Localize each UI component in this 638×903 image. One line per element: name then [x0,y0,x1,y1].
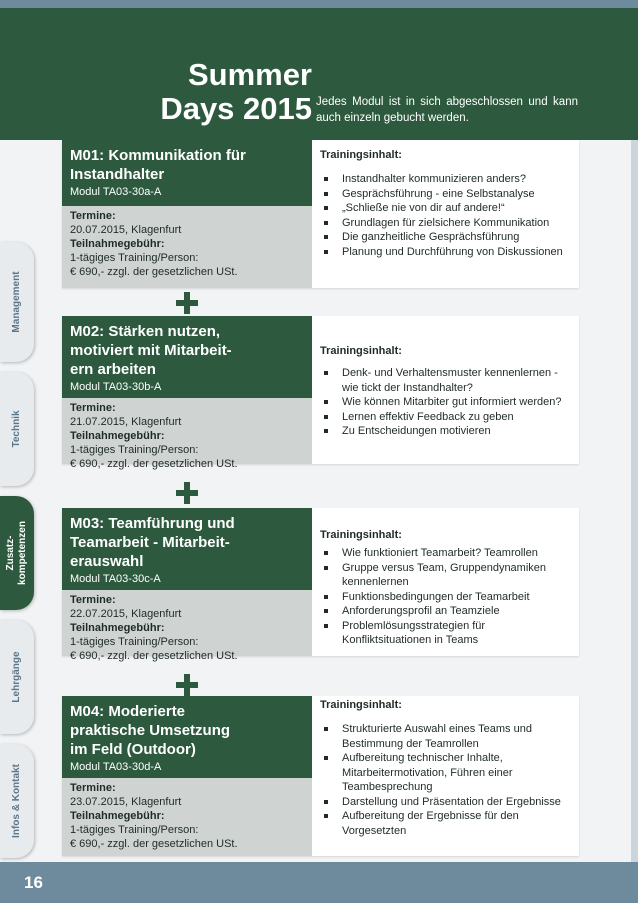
list-item: Gesprächsführung - eine Selbstanalyse [320,187,577,202]
price-text: € 690,- zzgl. der gesetzlichen USt. [70,458,238,470]
list-item: Wie funktioniert Teamarbeit? Teamrollen [320,546,577,561]
tab-label: Technik [11,410,22,448]
tab-label: Lehrgänge [11,651,22,703]
trainingsinhalt-label: Trainingsinhalt: [320,699,402,711]
tab-infos-kontakt[interactable] [0,744,34,858]
module-left [62,140,312,288]
tab-management[interactable] [0,242,34,362]
module-title [70,702,312,759]
module-title [70,514,312,571]
module-title [70,146,312,184]
list-item: Lernen effektiv Feedback zu geben [320,410,577,425]
termine-label: Termine: [70,210,116,222]
tab-lehrgaenge[interactable] [0,620,34,734]
module-content [320,316,577,464]
module-card-m03 [62,508,579,662]
module-info [62,206,312,288]
duration-text: 1-tägiges Training/Person: [70,444,199,456]
module-card-m02 [62,316,579,470]
price-text: € 690,- zzgl. der gesetzlichen USt. [70,838,238,850]
list-item: „Schließe nie von dir auf andere!“ [320,201,577,216]
tab-label [5,521,29,585]
module-date: 20.07.2015, Klagenfurt [70,224,182,236]
module-title-line: im Feld (Outdoor) [70,741,196,758]
plus-icon [176,674,198,696]
header [0,8,638,140]
training-list [320,172,577,259]
module-title-line: M02: Stärken nutzen, [70,323,221,340]
list-item: Aufbereitung technischer Inhalte, Mitarbeitermotivation, Führen einer Teambesprechung [320,751,577,795]
plus-icon [176,292,198,314]
tab-zusatzkompetenzen[interactable] [0,496,34,610]
duration-text: 1-tägiges Training/Person: [70,824,199,836]
termine-label: Termine: [70,782,116,794]
module-card-m04 [62,696,579,856]
list-item: Anforderungsprofil an Teamziele [320,604,577,619]
list-item: Grundlagen für zielsichere Kommunikation [320,216,577,231]
trainingsinhalt-label: Trainingsinhalt: [320,345,402,357]
module-title [70,322,312,379]
tab-technik[interactable] [0,372,34,486]
module-title-line: motiviert mit Mitarbeit- [70,342,232,359]
list-item: Strukturierte Auswahl eines Teams und Bestimmung der Teamrollen [320,722,577,751]
termine-label: Termine: [70,594,116,606]
top-strip [0,0,638,8]
list-item: Zu Entscheidungen motivieren [320,424,577,439]
module-content [320,140,577,288]
module-left [62,508,312,662]
module-header [62,316,312,398]
page-number: 16 [24,873,43,892]
training-list [320,722,577,838]
module-card-m01 [62,140,579,288]
module-left [62,316,312,470]
module-title-line: erauswahl [70,553,144,570]
module-title-line: M03: Teamführung und [70,515,235,532]
title-line-1: Summer [187,57,312,92]
price-text: € 690,- zzgl. der gesetzlichen USt. [70,266,238,278]
module-code: Modul TA03-30a-A [70,186,162,198]
title-line-2: Days 2015 [160,91,312,126]
module-content [320,508,577,656]
list-item: Funktionsbedingungen der Teamarbeit [320,590,577,605]
list-item: Wie können Mitarbiter gut informiert werden? [320,395,577,410]
trainingsinhalt-label: Trainingsinhalt: [320,529,402,541]
module-info [62,590,312,662]
module-title-line: Instandhalter [70,166,165,183]
module-code: Modul TA03-30c-A [70,573,161,585]
list-item: Instandhalter kommunizieren anders? [320,172,577,187]
list-item: Planung und Durchführung von Diskussionen [320,245,577,260]
module-header [62,140,312,206]
trainingsinhalt-label: Trainingsinhalt: [320,149,402,161]
module-header [62,508,312,590]
plus-icon [176,482,198,504]
module-info [62,778,312,856]
module-date: 22.07.2015, Klagenfurt [70,608,182,620]
page-title [110,58,312,126]
list-item: Gruppe versus Team, Gruppendynamiken kennenlernen [320,561,577,590]
fee-label: Teilnahmegebühr: [70,430,165,442]
training-list [320,546,577,648]
list-item: Problemlösungsstrategien für Konfliktsituationen in Teams [320,619,577,648]
module-code: Modul TA03-30d-A [70,761,162,773]
duration-text: 1-tägiges Training/Person: [70,636,199,648]
tab-label: Management [11,271,22,333]
price-text: € 690,- zzgl. der gesetzlichen USt. [70,650,238,662]
footer [0,862,638,903]
list-item: Denk- und Verhaltensmuster kennenlernen - wie tickt der Instandhalter? [320,366,577,395]
module-date: 21.07.2015, Klagenfurt [70,416,182,428]
tab-label-line-2: kompetenzen [17,521,28,585]
module-title-line: Teamarbeit - Mitarbeit- [70,534,230,551]
training-list [320,366,577,439]
module-header [62,696,312,778]
fee-label: Teilnahmegebühr: [70,810,165,822]
module-code: Modul TA03-30b-A [70,381,162,393]
termine-label: Termine: [70,402,116,414]
fee-label: Teilnahmegebühr: [70,238,165,250]
module-title-line: M01: Kommunikation für [70,147,246,164]
fee-label: Teilnahmegebühr: [70,622,165,634]
module-left [62,696,312,856]
list-item: Aufbereitung der Ergebnisse für den Vorgesetzten [320,809,577,838]
list-item: Die ganzheitliche Gesprächsführung [320,230,577,245]
module-info [62,398,312,470]
module-date: 23.07.2015, Klagenfurt [70,796,182,808]
duration-text: 1-tägiges Training/Person: [70,252,199,264]
module-title-line: M04: Moderierte [70,703,186,720]
module-content [320,696,577,856]
list-item: Darstellung und Präsentation der Ergebnisse [320,795,577,810]
tab-label: Infos & Kontakt [11,764,22,838]
intro-text: Jedes Modul ist in sich abgeschlossen und kann auch einzeln gebucht werden. [316,96,578,124]
right-edge-bar [631,140,638,862]
module-title-line: praktische Umsetzung [70,722,231,739]
module-title-line: ern arbeiten [70,361,156,378]
tab-label-line-1: Zusatz- [5,535,16,571]
